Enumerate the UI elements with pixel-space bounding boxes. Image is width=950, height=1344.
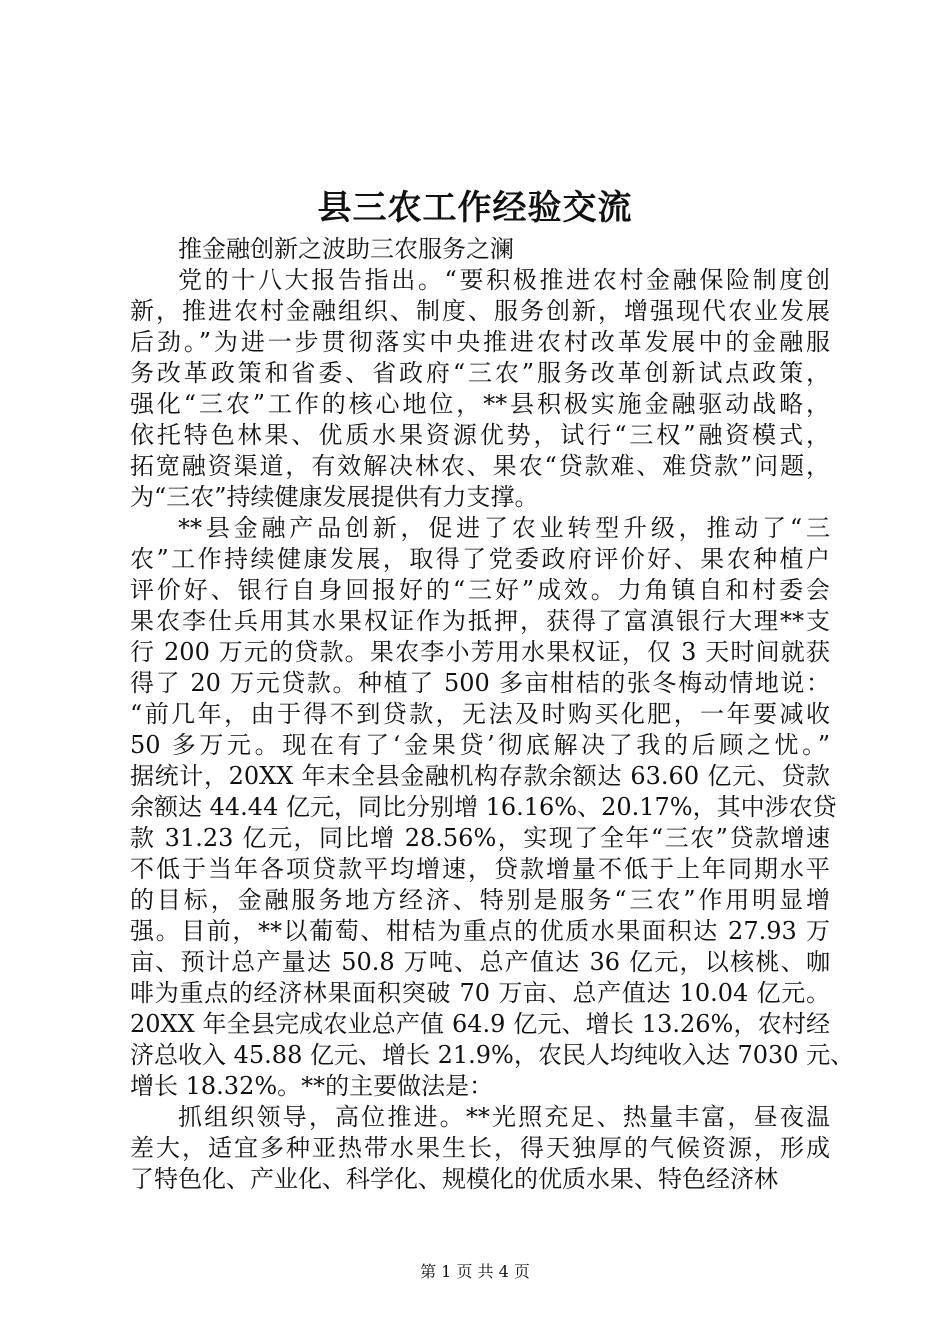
paragraph-line: 20XX 年全县完成农业总产值 64.9 亿元、增长 13.26%，农村经 <box>130 1010 830 1038</box>
paragraph-line: 依托特色林果、优质水果资源优势，试行“三权”融资模式， <box>130 421 830 449</box>
paragraph-line: 务改革政策和省委、省政府“三农”服务改革创新试点政策， <box>130 359 830 387</box>
paragraph-line: 济总收入 45.88 亿元、增长 21.9%，农民人均纯收入达 7030 元、 <box>130 1041 855 1069</box>
paragraph-line: 果农李仕兵用其水果权证作为抵押，获得了富滇银行大理**支 <box>130 607 830 635</box>
paragraph-line: 党的十八大报告指出。“要积极推进农村金融保险制度创 <box>178 266 830 294</box>
paragraph-line: 的目标，金融服务地方经济、特别是服务“三农”作用明显增 <box>130 886 830 914</box>
paragraph-line: 差大，适宜多种亚热带水果生长，得天独厚的气候资源，形成 <box>130 1134 830 1162</box>
paragraph-line: 亩、预计总产量达 50.8 万吨、总产值达 36 亿元，以核桃、咖 <box>130 948 830 976</box>
paragraph-line: 强化“三农”工作的核心地位，**县积极实施金融驱动战略， <box>130 390 830 418</box>
paragraph-line: 增长 18.32%。**的主要做法是： <box>130 1072 494 1100</box>
paragraph-line: 评价好、银行自身回报好的“三好”成效。力角镇自和村委会 <box>130 576 830 604</box>
paragraph-line: 拓宽融资渠道，有效解决林农、果农“贷款难、难贷款”问题， <box>130 452 830 480</box>
paragraph-line: 为“三农”持续健康发展提供有力支撑。 <box>130 483 539 511</box>
page-footer: 第 1 页 共 4 页 <box>420 1262 530 1281</box>
paragraph-line: 50 多万元。现在有了‘金果贷’彻底解决了我的后顾之忧。” <box>130 731 830 759</box>
paragraph-line: 据统计，20XX 年末全县金融机构存款余额达 63.60 亿元、贷款 <box>130 762 830 790</box>
paragraph-line: “前几年，由于得不到贷款，无法及时购买化肥，一年要减收 <box>130 700 830 728</box>
paragraph-line: 推金融创新之波助三农服务之澜 <box>178 235 514 263</box>
paragraph-line: 款 31.23 亿元，同比增 28.56%，实现了全年“三农”贷款增速 <box>130 824 830 852</box>
paragraph-line: 余额达 44.44 亿元，同比分别增 16.16%、20.17%，其中涉农贷 <box>130 793 837 821</box>
paragraph-line: 啡为重点的经济林果面积突破 70 万亩、总产值达 10.04 亿元。 <box>130 979 830 1007</box>
document-title: 县三农工作经验交流 <box>317 188 633 228</box>
paragraph-line: 不低于当年各项贷款平均增速，贷款增量不低于上年同期水平 <box>130 855 830 883</box>
paragraph-line: 强。目前，**以葡萄、柑桔为重点的优质水果面积达 27.93 万 <box>130 917 830 945</box>
paragraph-line: 了特色化、产业化、科学化、规模化的优质水果、特色经济林 <box>130 1165 778 1193</box>
paragraph-line: 抓组织领导，高位推进。**光照充足、热量丰富，昼夜温 <box>178 1103 830 1131</box>
paragraph-line: 农”工作持续健康发展，取得了党委政府评价好、果农种植户 <box>130 545 830 573</box>
paragraph-line: 后劲。”为进一步贯彻落实中央推进农村改革发展中的金融服 <box>130 328 830 356</box>
paragraph-line: 行 200 万元的贷款。果农李小芳用水果权证，仅 3 天时间就获 <box>130 638 830 666</box>
paragraph-line: 新，推进农村金融组织、制度、服务创新，增强现代农业发展 <box>130 297 830 325</box>
paragraph-line: **县金融产品创新，促进了农业转型升级，推动了“三 <box>178 514 830 542</box>
paragraph-line: 得了 20 万元贷款。种植了 500 多亩柑桔的张冬梅动情地说： <box>130 669 830 697</box>
document-body <box>130 234 855 1195</box>
